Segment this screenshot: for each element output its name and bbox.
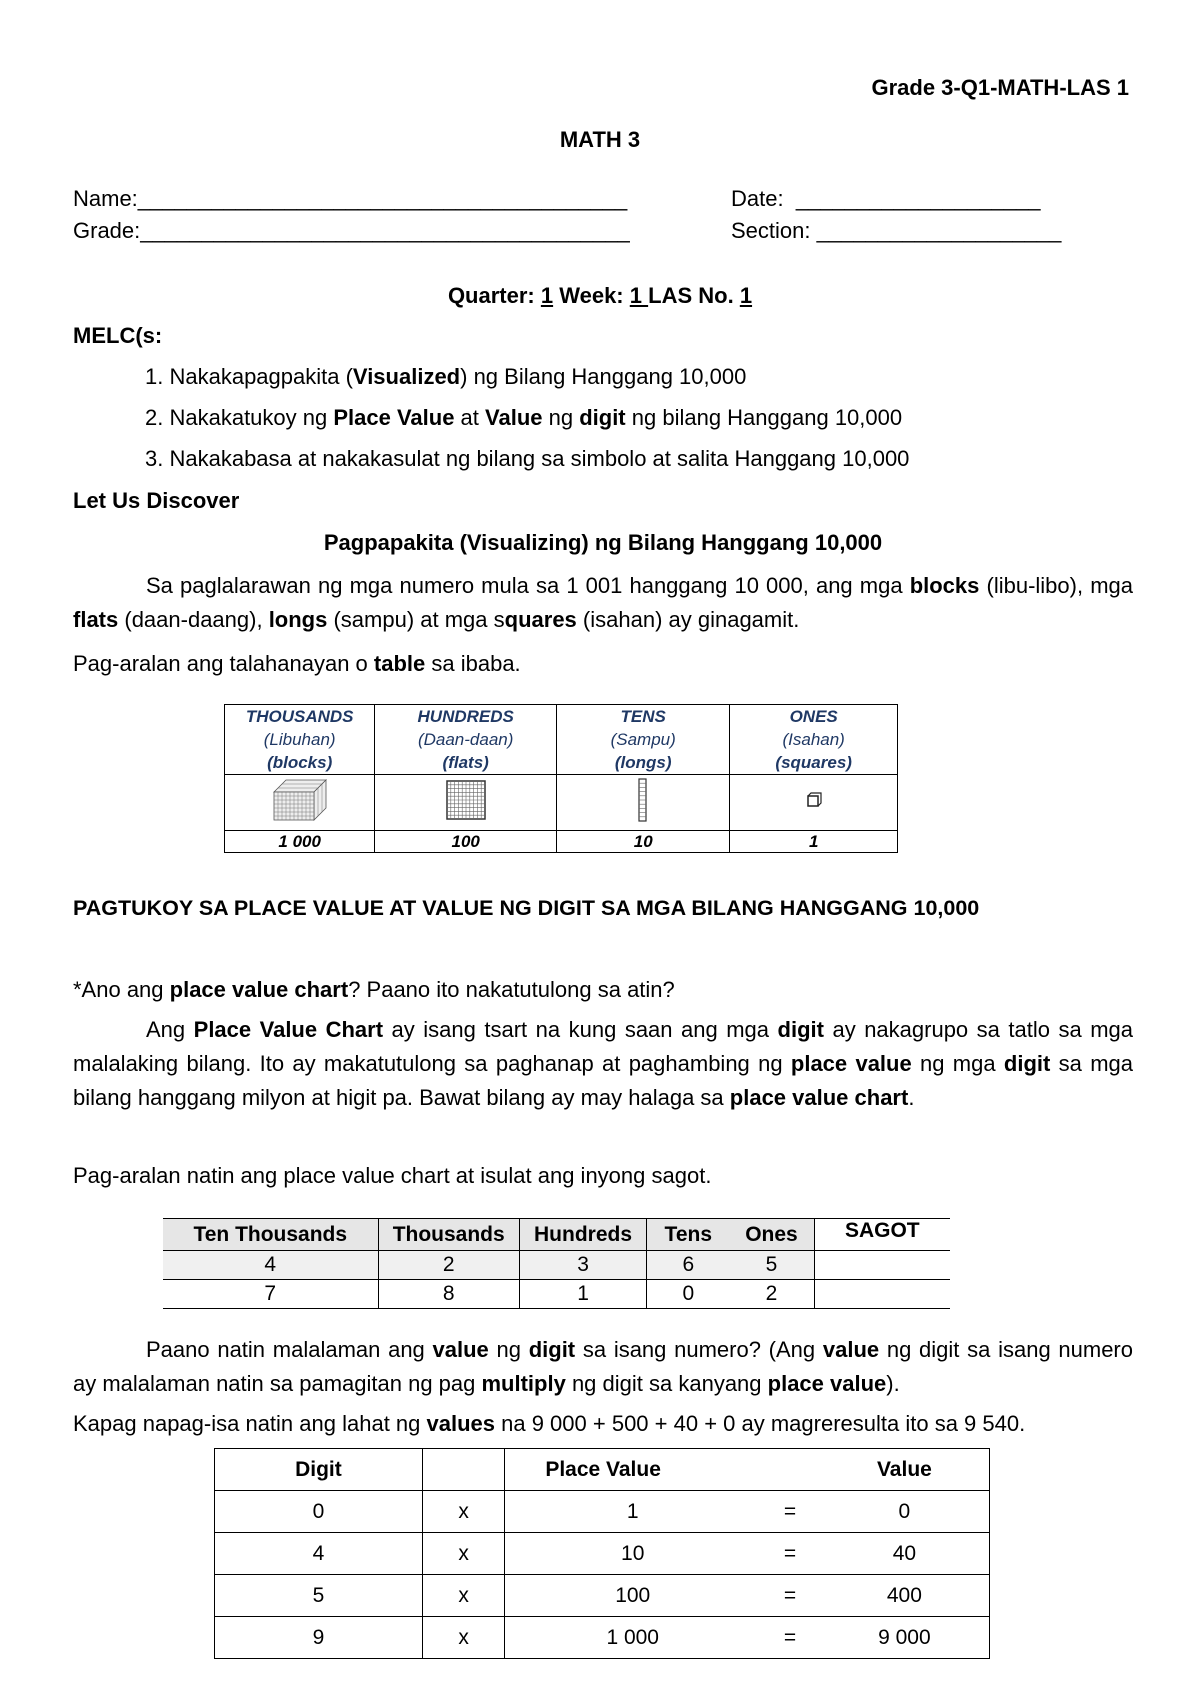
subject-title: MATH 3 xyxy=(559,127,641,152)
one-square-icon xyxy=(806,792,822,808)
table-row xyxy=(215,1575,990,1617)
name-field[interactable] xyxy=(73,186,627,212)
cell: 5 xyxy=(215,1575,423,1617)
cell: = xyxy=(760,1617,820,1659)
value-thousands: 1 000 xyxy=(225,831,375,853)
cell: 1 xyxy=(505,1491,760,1533)
thousand-block-cell xyxy=(225,775,375,831)
grade-blank: ________________________________________ xyxy=(140,218,630,243)
cell: 6 xyxy=(647,1251,730,1280)
section-blank: ____________________ xyxy=(816,218,1062,243)
cell: 0 xyxy=(215,1491,423,1533)
cell: 10 xyxy=(505,1533,760,1575)
header-ten-thousands: Ten Thousands xyxy=(163,1219,378,1251)
one-square-cell xyxy=(730,775,898,831)
header-sagot: SAGOT xyxy=(814,1219,950,1251)
section-heading-discover: Let Us Discover xyxy=(73,488,240,513)
cell: 400 xyxy=(820,1575,990,1617)
cell: x xyxy=(422,1617,504,1659)
value-tens: 10 xyxy=(557,831,730,853)
header-digit: Digit xyxy=(215,1449,423,1491)
cell: 4 xyxy=(163,1251,378,1280)
ten-long-icon xyxy=(638,778,648,822)
table-row xyxy=(215,1617,990,1659)
value-table-header-row xyxy=(215,1449,990,1491)
header-hundreds: Hundreds xyxy=(519,1219,646,1251)
cell: 7 xyxy=(163,1280,378,1309)
section-heading-place-value: PAGTUKOY SA PLACE VALUE AT VALUE NG DIGIT SA MGA BILANG HANGGANG 10,000 xyxy=(73,896,980,920)
cell: = xyxy=(760,1575,820,1617)
header-place-value: Place Value xyxy=(505,1449,760,1491)
cell: = xyxy=(760,1491,820,1533)
value-ones: 1 xyxy=(730,831,898,853)
cell: 1 xyxy=(519,1280,646,1309)
quarter-line xyxy=(0,283,1200,309)
header-tens: Tens xyxy=(647,1219,730,1251)
paragraph-study-table: Pag-aralan ang talahanayan o table sa ibaba. xyxy=(73,651,521,676)
date-blank: ____________________ xyxy=(795,186,1041,211)
hundred-flat-icon xyxy=(446,780,486,820)
paragraph-sum-values: Kapag napag-isa natin ang lahat ng values na 9 000 + 500 + 40 + 0 ay magreresulta ito sa 9 540. xyxy=(73,1411,1026,1436)
cell: 5 xyxy=(729,1251,814,1280)
cell: x xyxy=(422,1533,504,1575)
cell: = xyxy=(760,1533,820,1575)
cell: 0 xyxy=(647,1280,730,1309)
grade-field[interactable] xyxy=(73,218,630,244)
header-tens: TENS (Sampu) (longs) xyxy=(557,705,730,775)
header-operator xyxy=(422,1449,504,1491)
paragraph-study-chart: Pag-aralan natin ang place value chart at isulat ang inyong sagot. xyxy=(73,1163,712,1188)
question-place-value-chart: *Ano ang place value chart? Paano ito nakatutulong sa atin? xyxy=(73,977,675,1002)
cell: 3 xyxy=(519,1251,646,1280)
chart-header-row xyxy=(163,1219,950,1251)
cell: 8 xyxy=(378,1280,519,1309)
paragraph-digit-value: Paano natin malalaman ang value ng digit sa isang numero? (Ang value ng digit sa isang numero ay malalaman natin sa pamagitan ng pag multiply ng digit sa kanyang place value). xyxy=(73,1337,1133,1396)
header-thousands: Thousands xyxy=(378,1219,519,1251)
table-row xyxy=(163,1251,950,1280)
week-label: Week: xyxy=(559,283,624,308)
header-hundreds: HUNDREDS (Daan-daan) (flats) xyxy=(375,705,557,775)
cell: 2 xyxy=(378,1251,519,1280)
grade-label: Grade: xyxy=(73,218,141,243)
header-ones: ONES (Isahan) (squares) xyxy=(730,705,898,775)
table-row xyxy=(163,1280,950,1309)
las-label: LAS No. xyxy=(648,283,734,308)
hundred-flat-cell xyxy=(375,775,557,831)
table-header-row xyxy=(225,705,898,775)
melc-heading: MELC(s: xyxy=(73,323,163,348)
cell: 2 xyxy=(729,1280,814,1309)
table-row xyxy=(215,1491,990,1533)
table-value-row xyxy=(225,831,898,853)
table-image-row xyxy=(225,775,898,831)
cell: x xyxy=(422,1491,504,1533)
melc-item-2: 2. Nakakatukoy ng Place Value at Value ng digit ng bilang Hanggang 10,000 xyxy=(145,405,903,430)
date-field[interactable] xyxy=(731,186,1041,212)
document-code: Grade 3-Q1-MATH-LAS 1 xyxy=(871,75,1129,100)
base-ten-blocks-table xyxy=(224,704,898,853)
las-value: 1 xyxy=(739,283,753,308)
header-ones: Ones xyxy=(729,1219,814,1251)
name-blank: ________________________________________ xyxy=(137,186,628,211)
quarter-label: Quarter: xyxy=(447,283,535,308)
cell: x xyxy=(422,1575,504,1617)
thousand-block-icon xyxy=(272,778,328,822)
cell: 9 000 xyxy=(820,1617,990,1659)
cell: 100 xyxy=(505,1575,760,1617)
week-value: 1 xyxy=(629,283,649,308)
quarter-value: 1 xyxy=(540,283,554,308)
value-hundreds: 100 xyxy=(375,831,557,853)
section-label: Section: xyxy=(731,218,811,243)
cell: 40 xyxy=(820,1533,990,1575)
date-label: Date: xyxy=(731,186,784,211)
paragraph-visualizing: Sa paglalarawan ng mga numero mula sa 1 001 hanggang 10 000, ang mga blocks (libu-libo), mga flats (daan-daang), longs (sampu) at mga squares (isahan) ay ginagamit. xyxy=(73,573,1133,632)
answer-cell-2[interactable] xyxy=(814,1280,950,1309)
section-field[interactable] xyxy=(731,218,1061,244)
section-title-visualizing: Pagpapakita (Visualizing) ng Bilang Hanggang 10,000 xyxy=(323,530,883,555)
name-label: Name: xyxy=(73,186,138,211)
cell: 4 xyxy=(215,1533,423,1575)
header-value: Value xyxy=(820,1449,990,1491)
ten-long-cell xyxy=(557,775,730,831)
digit-value-table xyxy=(214,1448,990,1659)
cell: 1 000 xyxy=(505,1617,760,1659)
melc-item-3: 3. Nakakabasa at nakakasulat ng bilang sa simbolo at salita Hanggang 10,000 xyxy=(145,446,910,471)
place-value-chart xyxy=(163,1218,950,1309)
cell: 9 xyxy=(215,1617,423,1659)
header-equals xyxy=(760,1449,820,1491)
paragraph-place-value-chart: Ang Place Value Chart ay isang tsart na kung saan ang mga digit ay nakagrupo sa tatlo sa mga malalaking bilang. Ito ay makatutulong sa paghanap at paghambing ng place value ng mga digit sa mga bilang hanggang milyon at higit pa. Bawat bilang ay may halaga sa place value chart. xyxy=(73,1017,1133,1110)
melc-item-1: 1. Nakakapagpakita (Visualized) ng Bilang Hanggang 10,000 xyxy=(145,364,747,389)
cell: 0 xyxy=(820,1491,990,1533)
answer-cell-1[interactable] xyxy=(814,1251,950,1280)
header-thousands: THOUSANDS (Libuhan) (blocks) xyxy=(225,705,375,775)
table-row xyxy=(215,1533,990,1575)
